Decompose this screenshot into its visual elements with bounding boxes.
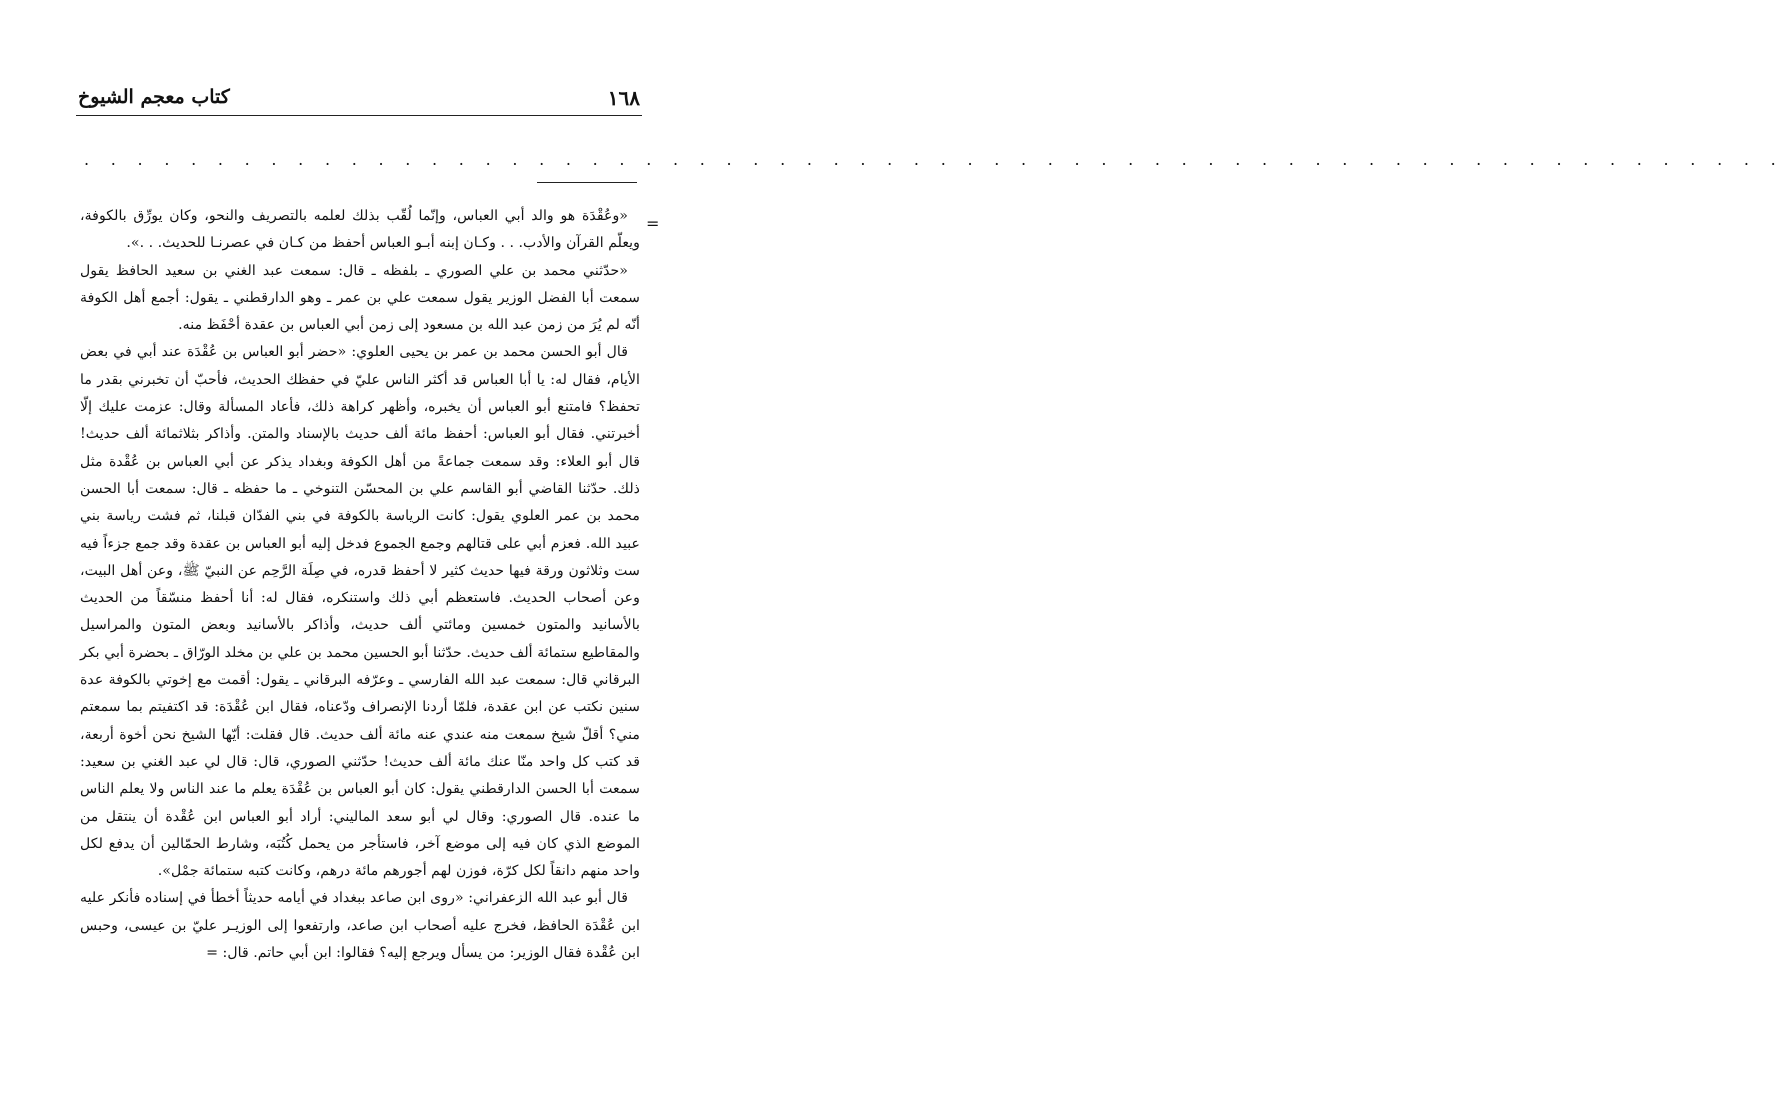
margin-mark-top: = (646, 214, 660, 233)
body-text (80, 203, 640, 967)
footnote-separator (537, 182, 637, 183)
paragraph: «وعُقْدَة هو والد أبي العباس، وإنّما لُقّب بذلك لعلمه بالتصريف والنحو، وكان يورِّق بالكوفة، ويعلّم القرآن والأدب. . . وكـان إبنه أبـو العباس أحفظ من كـان في عصرنـا للحديث. . .». (80, 208, 640, 252)
page-header (78, 86, 640, 112)
paragraph: قال أبو الحسن محمد بن عمر بن يحيى العلوي: «حضر أبو العباس بن عُقْدَة عند أبي في بعض الأيام، فقال له: يا أبا العباس قد أكثر الناس عليّ في حفظك الحديث، فأحبّ أن تخبرني بقدر ما تحفظ؟ فامتنع أبو العباس أن يخبره، وأظهر كراهة ذلك، فأعاد المسألة وقال: عزمت عليك إلّا أخبرتني. فقال أبو العباس: أحفظ مائة ألف حديث بالإسناد والمتن. وأذاكر بثلاثمائة ألف حديث! قال أبو العلاء: وقد سمعت جماعةً من أهل الكوفة وبغداد يذكر عن أبي العباس بن عُقْدة مثل ذلك. حدّثنا القاضي أبو القاسم علي بن المحسّن التنوخي ـ ما حفظه ـ قال: سمعت أبا الحسن محمد بن عمر العلوي يقول: كانت الرياسة بالكوفة في بني الفدّان قبلنا، ثم فشت رياسة بني عبيد الله. فعزم أبي على قتالهم وجمع الجموع فدخل إليه أبو العباس بن عقدة وقد جمع جزءاً فيه ست وثلاثون ورقة فيها حديث كثير لا أحفظ قدره، في صِلَة الرَّحِم عن النبيّ ﷺ، وعن أهل البيت، وعن أصحاب الحديث. فاستعظم أبي ذلك واستنكره، فقال له: أنا أحفظ منسّقاً من الحديث بالأسانيد والمتون خمسين ومائتي ألف حديث، وأذاكر بالأسانيد وبعض المتون والمراسيل والمقاطيع ستمائة ألف حديث. حدّثنا أبو الحسين محمد بن علي بن مخلد الورّاق ـ بحضرة أبي بكر البرقاني قال: سمعت عبد الله الفارسي ـ وعرّفه البرقاني ـ يقول: أقمت مع إخوتي بالكوفة عدة سنين نكتب عن ابن عقدة، فلمّا أردنا الإنصراف ودّعناه، فقال ابن عُقْدَة: قد اكتفيتم بما سمعتم مني؟ أقلّ شيخ سمعت منه عندي عنه مائة ألف حديث. قال فقلت: أيّها الشيخ نحن أخوة أربعة، قد كتب كل واحد منّا عنك مائة ألف حديث! حدّثني الصوري، قال: قال لي عبد الغني بن سعيد: سمعت أبا الحسن الدارقطني يقول: كان أبو العباس بن عُقْدَة يعلم ما عند الناس ولا يعلم الناس ما عنده. قال الصوري: وقال لي أبو سعد الماليني: أراد أبو العباس ابن عُقْدة أن ينتقل من الموضع الذي كان فيه إلى موضع آخر، فاستأجر من يحمل كُتُبَه، وشارط الحمّالين أن يدفع لكل واحد منهم دانقاً لكل كرّة، فوزن لهم أجورهم مائة درهم، وكانت كتبه ستمائة جمْل». (80, 344, 640, 880)
header-rule (76, 115, 642, 116)
paragraph: «حدّثني محمد بن علي الصوري ـ بلفظه ـ قال: سمعت عبد الغني بن سعيد الحافظ يقول سمعت أبا الفضل الوزير يقول سمعت علي بن عمر ـ وهو الدارقطني ـ يقول: أجمع أهل الكوفة أنّه لم يُرَ من زمن عبد الله بن مسعود إلى زمن أبي العباس بن عقدة أحْفَظ منه. (80, 262, 640, 334)
omission-dots: . . . . . . . . . . . . . . . . . . . . . . . . . . . . . . . . . . . . . . . . . . . . . . . . . . . . . . . . . . . . . . . . (84, 150, 1784, 169)
book-title: كتاب معجم الشيوخ (78, 86, 230, 108)
page-number: ١٦٨ (607, 86, 640, 110)
paragraph: قال أبو عبد الله الزعفراني: «روى ابن صاعد ببغداد في أيامه حديثاً أخطأ في إسناده فأنكر عليه ابن عُقْدَة الحافظ، فخرج عليه أصحاب ابن صاعد، وارتفعوا إلى الوزيـر عليّ بن عيسى، وحبس ابن عُقْدة فقال الوزير: من يسأل ويرجع إليه؟ فقالوا: ابن أبي حاتم. قال: = (80, 890, 640, 962)
